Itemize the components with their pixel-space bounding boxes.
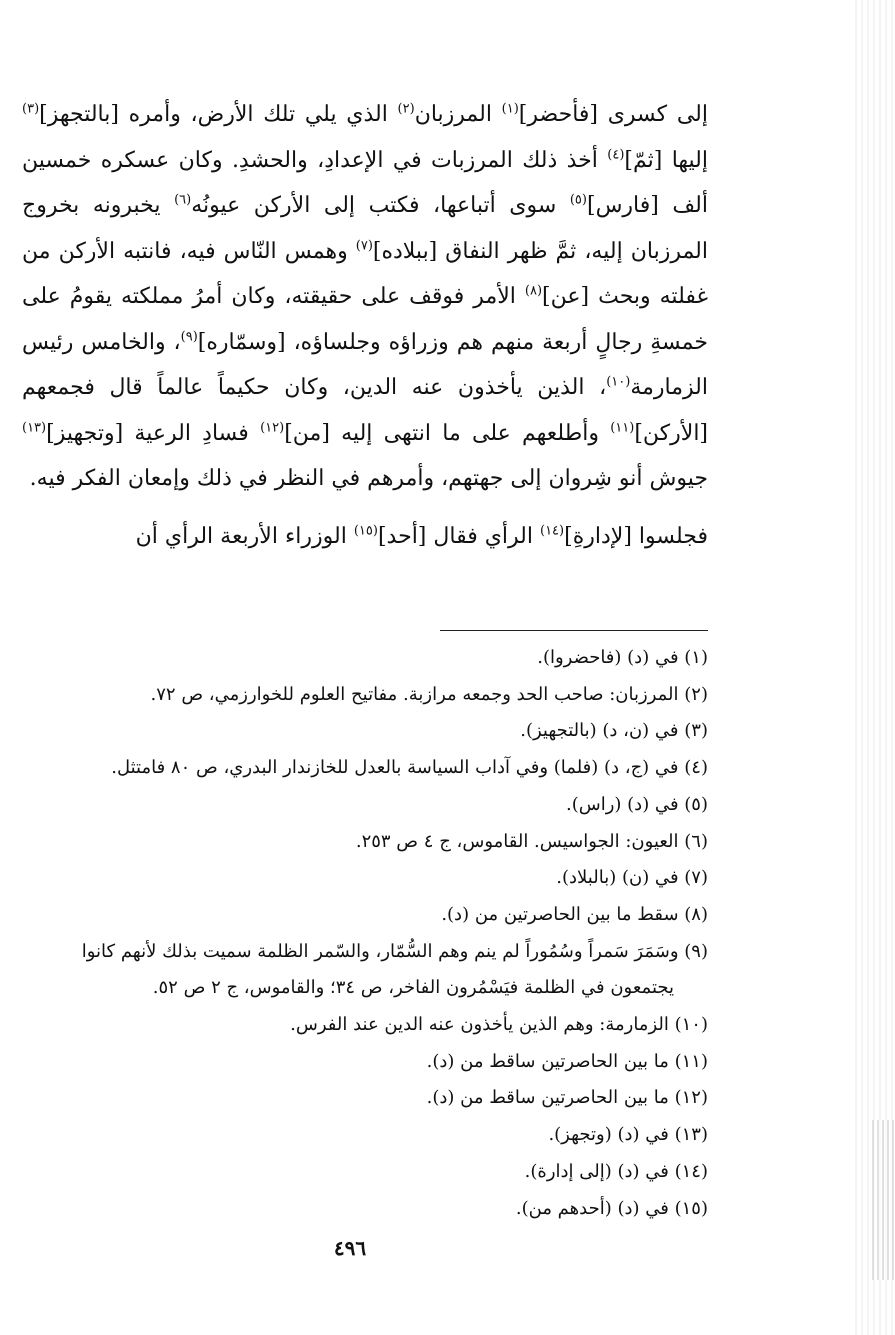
footnote-marker: (٥) xyxy=(569,192,587,208)
main-text xyxy=(22,92,708,559)
footnote-marker: (٩) xyxy=(180,329,198,345)
text-run: الذي يلي تلك الأرض، وأمره [بالتجهز] xyxy=(39,102,398,127)
footnote xyxy=(20,787,708,824)
footnote-number: (٩) xyxy=(678,940,708,962)
footnote xyxy=(20,750,708,787)
text-run: إلى كسرى [فأحضر] xyxy=(518,102,708,127)
footnote-text: في (ن) (بالبلاد). xyxy=(556,867,679,889)
footnote xyxy=(20,860,708,897)
footnote xyxy=(20,934,708,1007)
footnote xyxy=(20,640,708,677)
footnote-text: وسَمَرَ سَمراً وسُمُوراً لم ينم وهم السُّمّار، والسّمر الظلمة سميت بذلك لأنهم كانوا xyxy=(81,940,679,962)
footnote-text: في (ن، د) (بالتجهيز). xyxy=(520,720,679,742)
footnote-number: (٢) xyxy=(678,683,708,705)
text-run: الوزراء الأربعة الرأي أن xyxy=(135,523,354,549)
footnote-marker: (١٥) xyxy=(353,523,378,539)
footnote-number: (١٥) xyxy=(668,1197,708,1219)
footnote xyxy=(20,1191,708,1228)
page-number: ٤٩٦ xyxy=(333,1236,367,1260)
footnote xyxy=(20,1080,708,1117)
footnote xyxy=(20,1154,708,1191)
footnote-number: (٣) xyxy=(678,720,708,742)
footnote-text: في (ج، د) (فلما) وفي آداب السياسة بالعدل للخازندار البدري، ص ٨٠ فامتثل. xyxy=(111,757,679,779)
text-run: وأطلعهم على ما انتهى إليه [من] xyxy=(284,420,611,446)
footnote-marker: (٤) xyxy=(607,147,625,163)
text-run: فجلسوا [لإدارةِ] xyxy=(564,523,708,549)
paragraph-1 xyxy=(22,92,708,502)
footnote-text: في (د) (أحدهم من). xyxy=(515,1197,669,1219)
text-run: جيوش أنو شِروان إلى جهتهم، وأمرهم في النظر في ذلك وإمعان الفكر فيه. xyxy=(29,466,708,491)
footnote-number: (١٤) xyxy=(668,1160,708,1182)
text-run: المرزبان xyxy=(414,102,502,127)
footnote-text: يجتمعون في الظلمة فيَسْمُرون الفاخر، ص ٣٤؛ والقاموس، ج ٢ ص ٥٢. xyxy=(152,977,674,999)
text-run: سوى أتباعها، فكتب إلى الأركن عيونُه xyxy=(191,193,570,218)
footnote-number: (١٣) xyxy=(668,1124,708,1146)
footnote-text: في (د) (وتجهز). xyxy=(548,1124,669,1146)
text-run: أخذ ذلك المرزبات في الإعدادِ، والحشدِ. وكان عسكره خمسين ألف [فارس] xyxy=(22,147,708,218)
footnote xyxy=(20,824,708,861)
footnote-marker: (٦) xyxy=(174,192,192,208)
footnote-marker: (٨) xyxy=(524,283,543,299)
footnote-text: في (د) (فاحضروا). xyxy=(537,647,679,668)
footnote-text: ما بين الحاصرتين ساقط من (د). xyxy=(426,1087,669,1109)
footnote xyxy=(20,1117,708,1154)
footnote-text: الزمارمة: وهم الذين يأخذون عنه الدين عند الفرس. xyxy=(290,1014,669,1036)
footnote-text: سقط ما بين الحاصرتين من (د). xyxy=(441,903,679,925)
footnote-marker: (٧) xyxy=(355,238,373,254)
footnote-text: في (د) (راس). xyxy=(566,793,679,815)
footnote-marker: (١) xyxy=(501,101,519,117)
footnote-marker: (١٣) xyxy=(22,420,47,436)
paragraph-2 xyxy=(22,514,708,560)
footnote xyxy=(20,713,708,750)
footnote xyxy=(20,897,708,934)
scanned-page-edge-shadow xyxy=(871,1120,895,1280)
footnote-text: العيون: الجواسيس. القاموس، ج ٤ ص ٢٥٣. xyxy=(355,830,679,852)
footnotes-list xyxy=(20,640,708,1227)
footnote-number: (١٠) xyxy=(668,1014,708,1036)
footnote-marker: (٢) xyxy=(397,101,415,117)
footnote-marker: (١٢) xyxy=(260,420,285,436)
footnote-number: (٤) xyxy=(678,757,708,779)
footnote xyxy=(20,677,708,714)
footnote-text: المرزبان: صاحب الحد وجمعه مرازبة. مفاتيح العلوم للخوارزمي، ص ٧٢. xyxy=(150,683,679,705)
text-run: ، الذين يأخذون عنه الدين، وكان حكيماً عالماً قال فجمعهم [الأركن] xyxy=(22,375,709,446)
text-run: فسادِ الرعية [وتجهيز] xyxy=(46,420,261,446)
text-run: ، والخامس رئيس الزمارمة xyxy=(22,329,708,400)
text-run: الرأي فقال [أحد] xyxy=(377,523,540,549)
footnote-marker: (٣) xyxy=(22,101,40,117)
text-run: يخبرونه بخروج المرزبان إليه، ثمَّ ظهر النفاق [ببلاده] xyxy=(22,193,708,264)
footnote-text: في (د) (إلى إدارة). xyxy=(524,1160,669,1182)
footnote-number: (١١) xyxy=(668,1050,708,1072)
footnote-number: (١) xyxy=(678,647,708,668)
footnote-number: (٦) xyxy=(678,830,708,852)
footnote-number: (٥) xyxy=(678,793,708,815)
text-run: وهمس النّاس فيه، فانتبه الأركن من غفلته وبحث [عن] xyxy=(22,238,708,309)
footnote-text: ما بين الحاصرتين ساقط من (د). xyxy=(426,1050,669,1072)
footnote xyxy=(20,1044,708,1081)
footnote-number: (٧) xyxy=(678,867,708,889)
text-run: إليها [ثمّ] xyxy=(624,147,708,173)
text-run: الأمر فوقف على حقيقته، وكان أمرُ مملكته يقومُ على خمسةِ رجالٍ أربعة منهم هم وزراؤه وجلساؤه، [وسمّاره] xyxy=(22,284,708,355)
footnote-marker: (١٠) xyxy=(606,374,631,390)
footnote-marker: (١٤) xyxy=(540,523,565,539)
footnote-separator-rule xyxy=(440,630,708,631)
footnote-number: (١٢) xyxy=(668,1087,708,1109)
footnote xyxy=(20,1007,708,1044)
footnote-number: (٨) xyxy=(678,903,708,925)
footnote-marker: (١١) xyxy=(610,420,635,436)
